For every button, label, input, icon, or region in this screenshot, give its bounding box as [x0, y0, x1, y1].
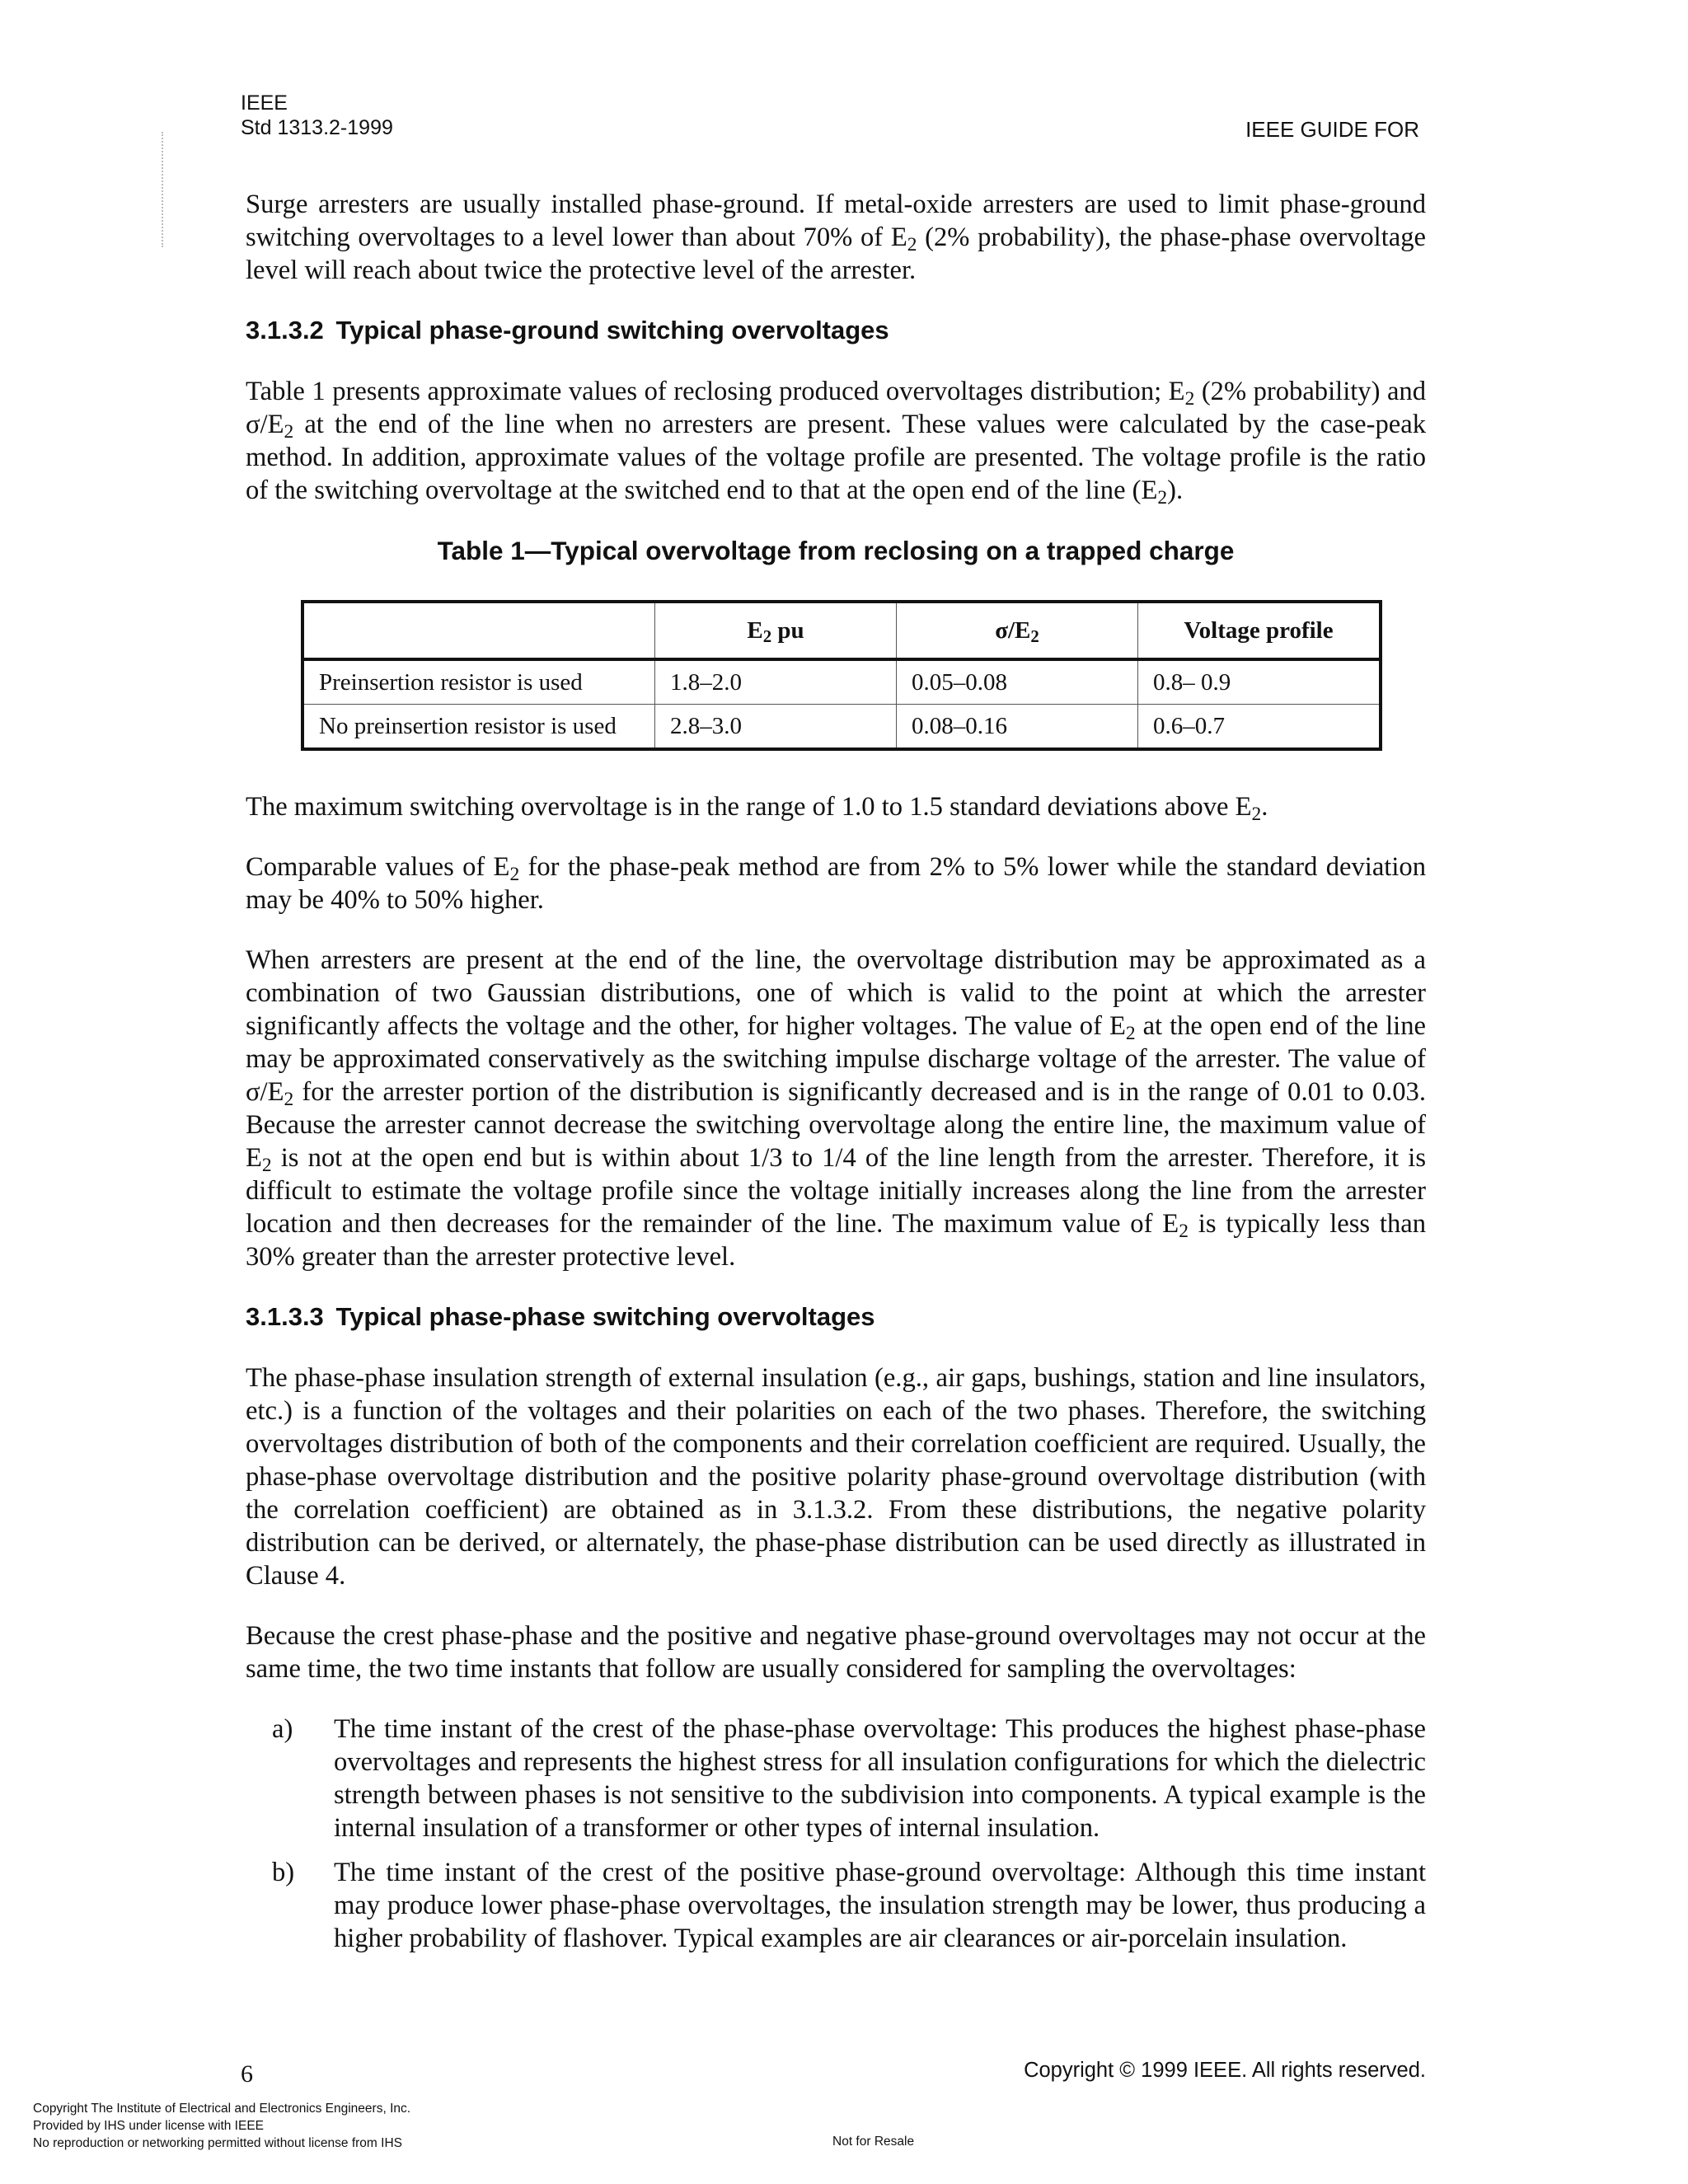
license-line-2: Provided by IHS under license with IEEE	[33, 2119, 264, 2133]
license-footer	[33, 2100, 410, 2152]
paragraph-phase-phase-strength: The phase-phase insulation strength of external insulation (e.g., air gaps, bushings, station and line insulators, etc.) is a function of the voltages and their polarities on each of the two phases. Therefore, the switching overvoltages distribution of both of the components and their correlation coefficient are required. Usually, the phase-phase overvoltage distribution and the positive polarity phase-ground overvoltage distribution (with the correlation coefficient) are obtained as in 3.1.3.2. From these distributions, the negative polarity distribution can be derived, or alternately, the phase-phase distribution can be used directly as illustrated in Clause 4.	[246, 1363, 1426, 1591]
row-e2: 1.8–2.0	[655, 659, 897, 705]
paragraph-time-instants: Because the crest phase-phase and the positive and negative phase-ground overvoltages may not occur at the same time, the two time instants that follow are usually considered for sampling the overvoltages:	[246, 1621, 1426, 1684]
license-line-3: No reproduction or networking permitted without license from IHS	[33, 2136, 402, 2150]
header-title: IEEE GUIDE FOR	[1245, 117, 1419, 142]
table-row	[302, 659, 1381, 705]
table-row	[302, 705, 1381, 750]
paragraph-phase-peak: Comparable values of $E_2$ for the phase-peak method are from 2% to 5% lower while the standard deviation may be 40% to 50% higher.	[246, 852, 1426, 915]
row-e2: 2.8–3.0	[655, 705, 897, 750]
header-org: IEEE	[241, 91, 288, 115]
copyright-notice: Copyright © 1999 IEEE. All rights reserved.	[1024, 2059, 1426, 2082]
overvoltage-table	[301, 600, 1382, 751]
license-line-1: Copyright The Institute of Electrical and Electronics Engineers, Inc.	[33, 2102, 411, 2116]
row-profile: 0.6–0.7	[1138, 705, 1381, 750]
header-cell-empty	[302, 602, 655, 659]
margin-marks	[162, 132, 166, 247]
section-heading-3-1-3-2: 3.1.3.2 Typical phase-ground switching overvoltages	[246, 316, 889, 344]
list-text: The time instant of the crest of the phase-phase overvoltage: This produces the highest phase-phase overvoltages and represents the highest stress for all insulation configurations for which the dielectric strength between phases is not sensitive to the subdivision into components. A typical example is the internal insulation of a transformer or other types of internal insulation.	[334, 1714, 1426, 1843]
list-item	[246, 1713, 1426, 1844]
paragraph-table-intro: Table 1 presents approximate values of reclosing produced overvoltages distribution; $E_2$ (2% probability) and $\sigma/E_2$ at the end of the line when no arresters are present. These values were calculated by the case-peak method. In addition, approximate values of the voltage profile are presented. The voltage profile is the ratio of the switching overvoltage at the switched end to that at the open end of the line $(E_2)$.	[246, 377, 1426, 509]
header-cell-e2: $E_2$ pu	[655, 602, 897, 659]
time-instant-list	[246, 1713, 1426, 1955]
table-header-row	[302, 602, 1381, 659]
table-caption: Table 1—Typical overvoltage from reclosing on a trapped charge	[437, 536, 1235, 565]
page-number: 6	[241, 2060, 253, 2088]
row-sigma: 0.05–0.08	[897, 659, 1138, 705]
list-text: The time instant of the crest of the positive phase-ground overvoltage: Although this time instant may produce lower phase-phase overvoltages, the insulation strength may be lower, thus producing a higher probability of flashover. Typical examples are air clearances or air-porcelain insulation.	[334, 1858, 1426, 1953]
page-body	[246, 188, 1426, 1966]
header-cell-profile: Voltage profile	[1138, 602, 1381, 659]
paragraph-max-overvoltage: The maximum switching overvoltage is in the range of 1.0 to 1.5 standard deviations above $E_2$.	[246, 792, 1268, 825]
row-sigma: 0.08–0.16	[897, 705, 1138, 750]
header-std: Std 1313.2-1999	[241, 116, 393, 139]
paragraph-arresters-present: When arresters are present at the end of the line, the overvoltage distribution may be approximated as a combination of two Gaussian distributions, one of which is valid to the point at which the arrester significantly affects the voltage and the other, for higher voltages. The value of $E_2$ at the open end of the line may be approximated conservatively as the switching impulse discharge voltage of the arrester. The value of $\sigma/E_2$ for the arrester portion of the distribution is significantly decreased and is in the range of 0.01 to 0.03. Because the arrester cannot decrease the switching overvoltage along the entire line, the maximum value of $E_2$ is not at the open end but is within about 1/3 to 1/4 of the line length from the arrester. Therefore, it is difficult to estimate the voltage profile since the voltage initially increases along the line from the arrester location and then decreases for the remainder of the line. The maximum value of $E_2$ is typically less than 30% greater than the arrester protective level.	[246, 945, 1426, 1272]
list-item	[246, 1856, 1426, 1955]
paragraph-arrester-intro: Surge arresters are usually installed phase-ground. If metal-oxide arresters are used to limit phase-ground switching overvoltages to a level lower than about 70% of $E_2$ (2% probability), the phase-phase overvoltage level will reach about twice the protective level of the arrester.	[246, 190, 1426, 285]
row-label: Preinsertion resistor is used	[302, 659, 655, 705]
not-for-resale: Not for Resale	[832, 2135, 915, 2149]
row-profile: 0.8– 0.9	[1138, 659, 1381, 705]
header-cell-sigma: $\sigma/E_2$	[897, 602, 1138, 659]
list-marker: b)	[272, 1858, 295, 1887]
section-heading-3-1-3-3: 3.1.3.3 Typical phase-phase switching overvoltages	[246, 1302, 875, 1331]
list-marker: a)	[272, 1714, 293, 1744]
running-header-left	[241, 91, 393, 140]
row-label: No preinsertion resistor is used	[302, 705, 655, 750]
